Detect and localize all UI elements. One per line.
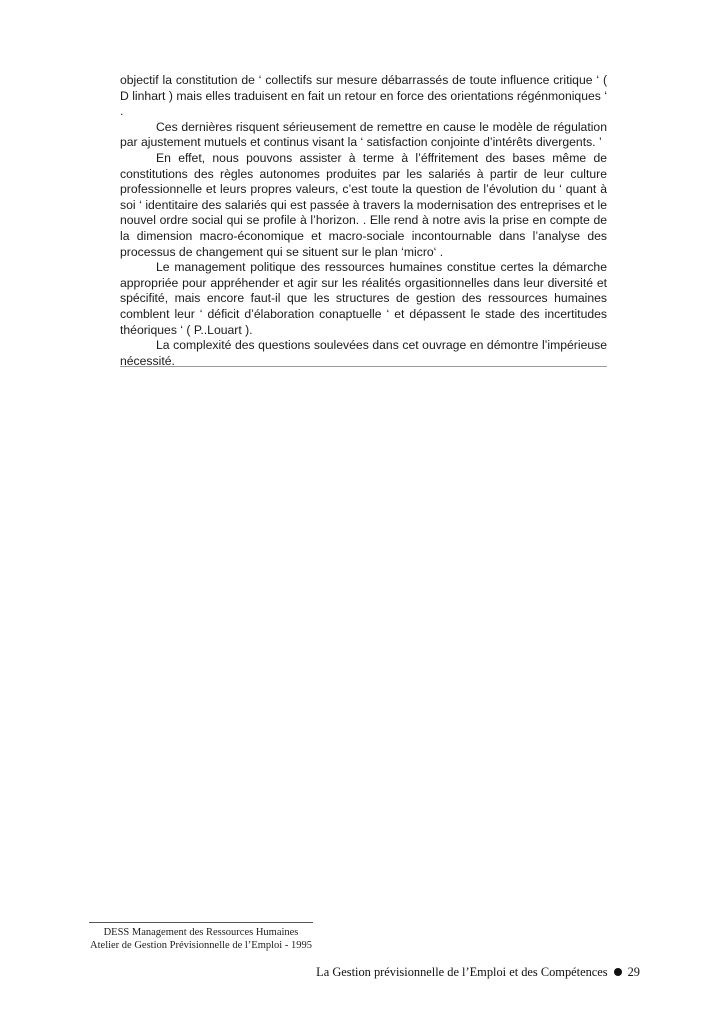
paragraph-4: Le management politique des ressources humaines constitue certes la démarche appropriée pour appréhender et agir sur les réalités orgasitionnelles dans leur diversité et spécifité, mais encore faut-il que les structures de gestion des ressources humaines comblent leur ‘ déficit d’élaboration conaptuelle ‘ et dépassent le stade des incertitudes théoriques ‘ ( P..Louart ).: [120, 260, 607, 337]
paragraph-2: Ces dernières risquent sérieusement de remettre en cause le modèle de régulation par ajustement mutuels et continus visant la ‘ satisfaction conjointe d’intérêts divergents. ’: [120, 119, 607, 150]
footer-rule: [89, 922, 313, 923]
running-footer: [300, 964, 640, 980]
paragraph-3: En effet, nous pouvons assister à terme à l’éffritement des bases même de constitutions des règles autonomes produites par les salariés à partir de leur culture professionnelle et leurs propres valeurs, c’est toute la question de l’évolution du ‘ quant à soi ‘ identitaire des salariés qui est passée à travers la modernisation des entreprises et le nouvel ordre social qui se profile à l’horizon. . Elle rend à notre avis la prise en compte de la dimension macro-économique et macro-sociale incontournable dans l’analyse des processus de changement qui se situent sur le plan ‘micro‘ .: [120, 150, 607, 259]
page-number: 29: [627, 965, 640, 979]
footer-workshop: Atelier de Gestion Prévisionnelle de l’Emploi - 1995: [90, 940, 312, 951]
footer-program: DESS Management des Ressources Humaines: [103, 927, 299, 938]
body-text: [120, 73, 607, 369]
footer-left: [89, 926, 313, 952]
paragraph-1: objectif la constitution de ‘ collectifs sur mesure débarrassés de toute influence critique ‘ ( D linhart ) mais elles traduisent en fait un retour en force des orientations régénmoniques ‘ .: [120, 73, 607, 119]
end-of-text-rule: [120, 366, 607, 367]
running-title: La Gestion prévisionnelle de l’Emploi et des Compétences: [316, 965, 608, 979]
paragraph-5: La complexité des questions soulevées dans cet ouvrage en démontre l’impérieuse nécessité.: [120, 338, 607, 368]
bullet-icon: [614, 968, 622, 976]
